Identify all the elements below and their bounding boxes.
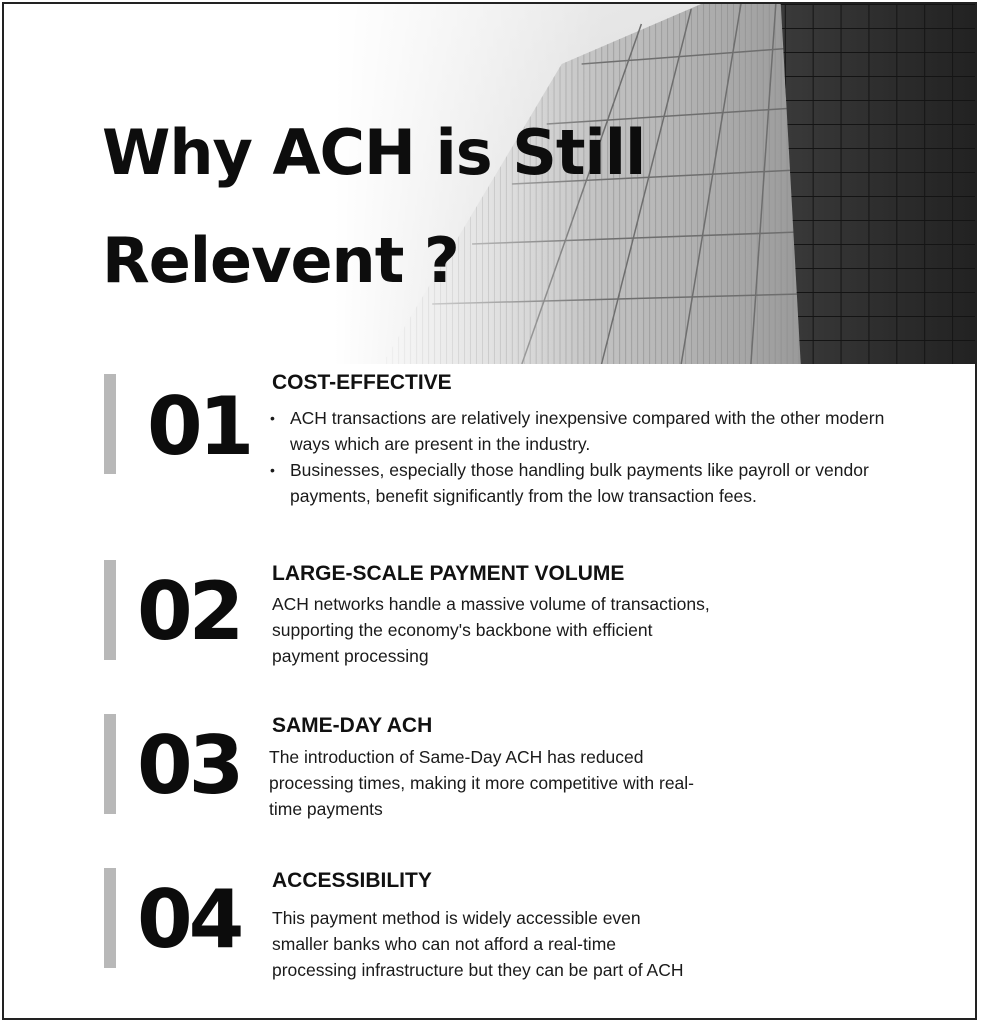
item-bullet-list <box>270 405 910 509</box>
title-line-2: Relevent ? <box>102 224 459 297</box>
item-description: This payment method is widely accessible even smaller banks who can not afford a real-time processing infrastructure but they can be part of ACH <box>272 908 684 980</box>
page-title <box>102 99 645 315</box>
bullet-item: • Businesses, especially those handling bulk payments like payroll or vendor payments, benefit significantly from the low transaction fees. <box>290 457 910 509</box>
infographic-frame <box>2 2 977 1020</box>
bullet-item: • ACH transactions are relatively inexpensive compared with the other modern ways which are present in the industry. <box>290 405 910 457</box>
item-description: The introduction of Same-Day ACH has reduced processing times, making it more competitive with real-time payments <box>269 747 695 819</box>
item-heading: SAME-DAY ACH <box>272 714 433 737</box>
item-number: 04 <box>137 873 241 966</box>
item-heading: ACCESSIBILITY <box>272 869 432 892</box>
item-number: 03 <box>137 719 241 812</box>
accent-bar <box>104 560 116 660</box>
item-heading: COST-EFFECTIVE <box>272 371 452 394</box>
item-description: ACH networks handle a massive volume of transactions, supporting the economy's backbone with efficient payment processing <box>272 594 710 666</box>
item-heading: LARGE-SCALE PAYMENT VOLUME <box>272 562 625 585</box>
accent-bar <box>104 374 116 474</box>
title-line-1: Why ACH is Still <box>102 116 646 189</box>
item-number: 01 <box>147 380 251 473</box>
accent-bar <box>104 868 116 968</box>
item-number: 02 <box>137 565 241 658</box>
accent-bar <box>104 714 116 814</box>
